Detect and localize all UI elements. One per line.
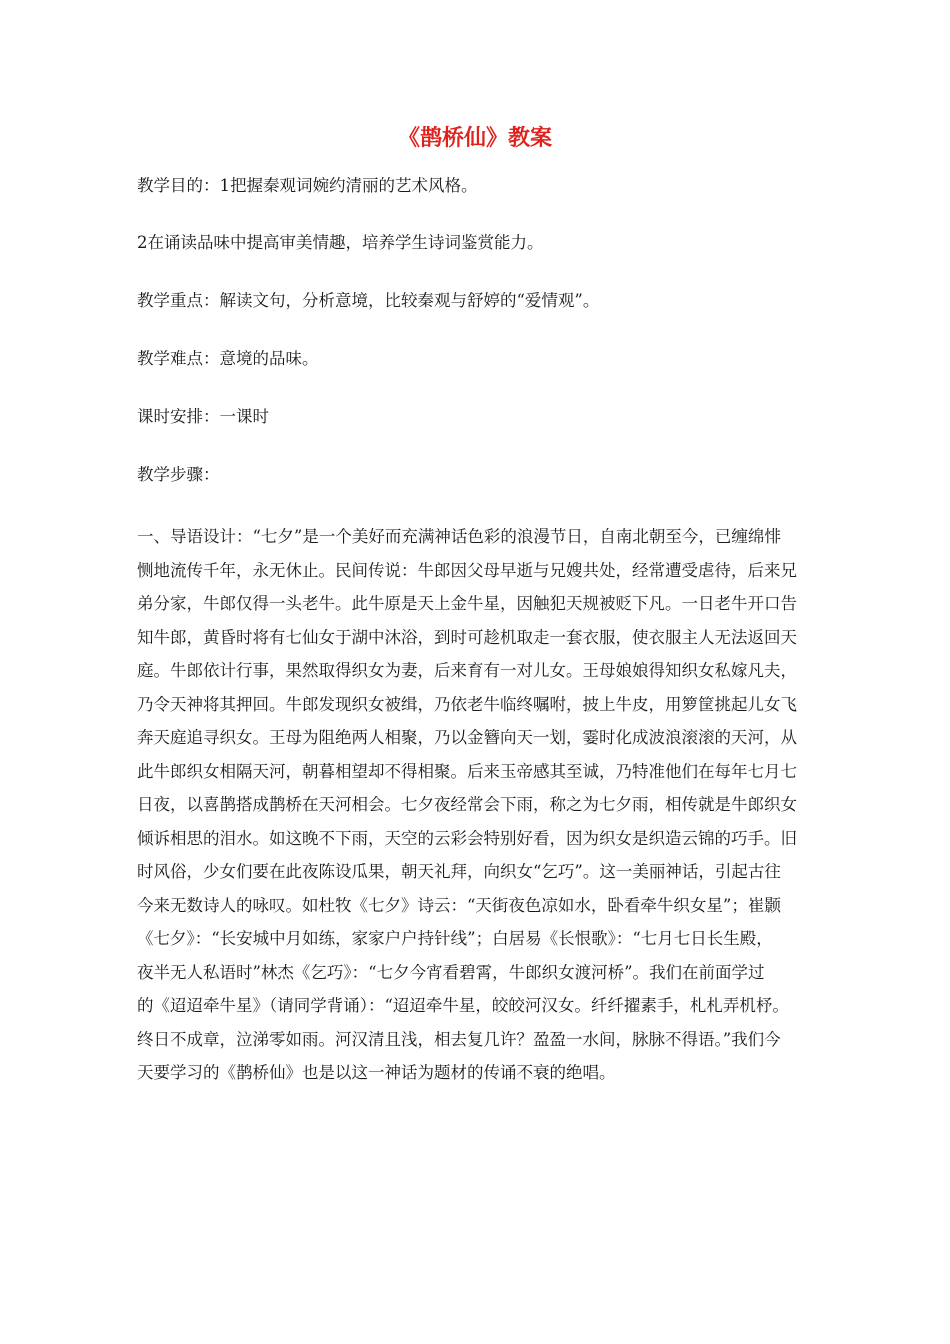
paragraph-line: 恻地流传千年，永无休止。民间传说：牛郎因父母早逝与兄嫂共处，经常遭受虐待，后来兄: [137, 560, 797, 580]
paragraph-line: 今来无数诗人的咏叹。如杜牧《七夕》诗云：“天街夜色凉如水，卧看牵牛织女星”；崔颢: [137, 895, 781, 915]
introduction-paragraph: [137, 520, 814, 1090]
paragraph-line: 日夜，以喜鹊搭成鹊桥在天河相会。七夕夜经常会下雨，称之为七夕雨，相传就是牛郎织女: [137, 795, 797, 814]
paragraph-line: 庭。牛郎依计行事，果然取得织女为妻，后来育有一对儿女。王母娘娘得知织女私嫁凡夫，: [137, 661, 797, 680]
paragraph-line: 《七夕》：“长安城中月如练，家家户户持针线”；白居易《长恨歌》：“七月七日长生殿，: [137, 929, 773, 948]
paragraph-line: 乃令天神将其押回。牛郎发现织女被缉，乃依老牛临终嘱咐，披上牛皮，用箩筐挑起儿女飞: [137, 694, 797, 714]
paragraph-line: 奔天庭追寻织女。王母为阻绝两人相聚，乃以金簪向天一划，霎时化成波浪滚滚的天河，从: [137, 728, 797, 747]
teaching-steps-heading: 教学步骤：: [137, 465, 220, 484]
paragraph-line: 倾诉相思的泪水。如这晚不下雨，天空的云彩会特别好看，因为织女是织造云锦的巧手。旧: [137, 828, 797, 848]
paragraph-line: 弟分家，牛郎仅得一头老牛。此牛原是天上金牛星，因触犯天规被贬下凡。一日老牛开口告: [137, 594, 797, 613]
paragraph-line: 此牛郎织女相隔天河，朝暮相望却不得相聚。后来玉帝感其至诚，乃特准他们在每年七月七: [137, 761, 797, 781]
class-hours-line: 课时安排：一课时: [137, 407, 269, 426]
teaching-objective-line: 教学目的：1把握秦观词婉约清丽的艺术风格。: [137, 176, 478, 195]
paragraph-line: 夜半无人私语时”林杰《乞巧》：“七夕今宵看碧霄，牛郎织女渡河桥”。我们在前面学过: [137, 962, 765, 982]
paragraph-line: 知牛郎，黄昏时将有七仙女于湖中沐浴，到时可趁机取走一套衣服，使衣服主人无法返回天: [137, 627, 797, 647]
paragraph-line: 天要学习的《鹊桥仙》也是以这一神话为题材的传诵不衰的绝唱。: [137, 1063, 616, 1082]
teaching-objective-line-2: 2在诵读品味中提高审美情趣，培养学生诗词鉴赏能力。: [137, 233, 544, 252]
paragraph-line: 终日不成章，泣涕零如雨。河汉清且浅，相去复几许？盈盈一水间，脉脉不得语。”我们今: [137, 1029, 781, 1049]
document-title: 《鹊桥仙》教案: [397, 125, 552, 151]
paragraph-line: 一、导语设计：“七夕”是一个美好而充满神话色彩的浪漫节日，自南北朝至今，已缠绵悱: [137, 527, 781, 546]
teaching-focus-line: 教学重点：解读文句，分析意境，比较秦观与舒婷的“爱情观”。: [137, 291, 600, 310]
teaching-difficulty-line: 教学难点：意境的品味。: [137, 349, 319, 368]
paragraph-line: 的《迢迢牵牛星》（请同学背诵）：“迢迢牵牛星，皎皎河汉女。纤纤擢素手，札札弄机杼。: [137, 996, 789, 1015]
paragraph-line: 时风俗，少女们要在此夜陈设瓜果，朝天礼拜，向织女“乞巧”。这一美丽神话，引起古往: [137, 862, 781, 881]
